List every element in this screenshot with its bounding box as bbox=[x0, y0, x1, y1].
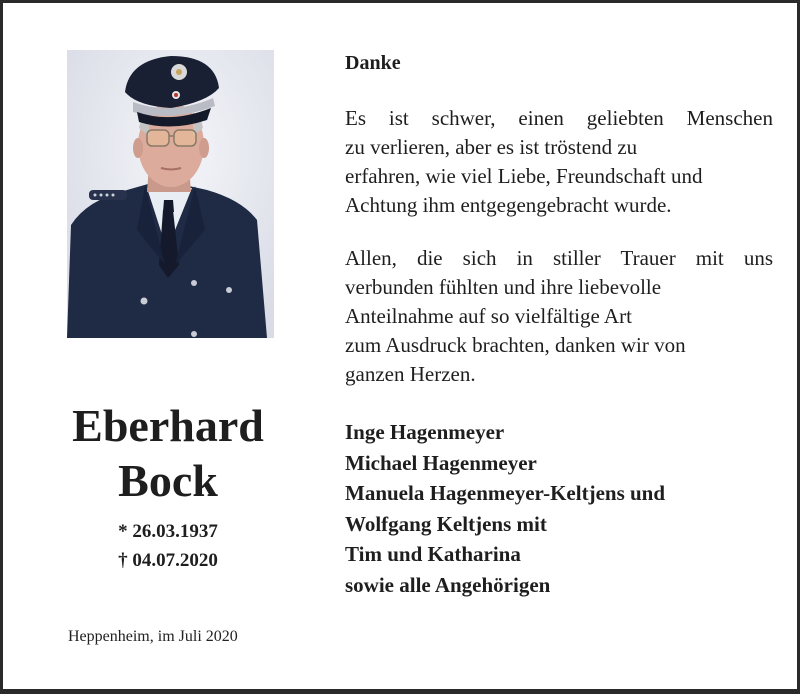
paragraph-line: verbunden fühlten und ihre liebevolle bbox=[345, 275, 662, 299]
deceased-last-name: Bock bbox=[118, 455, 218, 506]
message-paragraph-2 bbox=[345, 244, 773, 389]
message-column bbox=[345, 51, 773, 597]
paragraph-line: erfahren, wie viel Liebe, Freundschaft und bbox=[345, 164, 703, 188]
message-heading: Danke bbox=[345, 52, 401, 74]
mourner-name: Wolfgang Keltjens mit bbox=[345, 511, 547, 536]
mourners-list bbox=[345, 417, 773, 600]
deceased-first-name: Eberhard bbox=[72, 400, 264, 451]
paragraph-line: zum Ausdruck brachten, danken wir von bbox=[345, 333, 686, 357]
message-paragraph-1 bbox=[345, 104, 773, 220]
place-and-date: Heppenheim, im Juli 2020 bbox=[68, 628, 238, 645]
paragraph-line: Allen, die sich in stiller Trauer mit uns bbox=[345, 246, 773, 270]
paragraph-line: Anteilnahme auf so vielfältige Art bbox=[345, 304, 632, 328]
death-date: † 04.07.2020 bbox=[118, 550, 218, 571]
mourner-name: Inge Hagenmeyer bbox=[345, 420, 505, 444]
mourner-name: Manuela Hagenmeyer-Keltjens und bbox=[345, 481, 666, 505]
paragraph-line: Achtung ihm entgegengebracht wurde. bbox=[345, 193, 672, 217]
mourner-name: Tim und Katharina bbox=[345, 542, 521, 566]
birth-date: * 26.03.1937 bbox=[118, 521, 218, 542]
paragraph-line: zu verlieren, aber es ist tröstend zu bbox=[345, 135, 638, 159]
portrait-photo bbox=[67, 50, 274, 338]
mourner-name: Michael Hagenmeyer bbox=[345, 450, 537, 475]
paragraph-line: Es ist schwer, einen geliebten Menschen bbox=[345, 106, 773, 130]
mourner-name: sowie alle Angehörigen bbox=[345, 572, 551, 597]
portrait-illustration bbox=[67, 50, 274, 338]
paragraph-line: ganzen Herzen. bbox=[345, 362, 476, 386]
